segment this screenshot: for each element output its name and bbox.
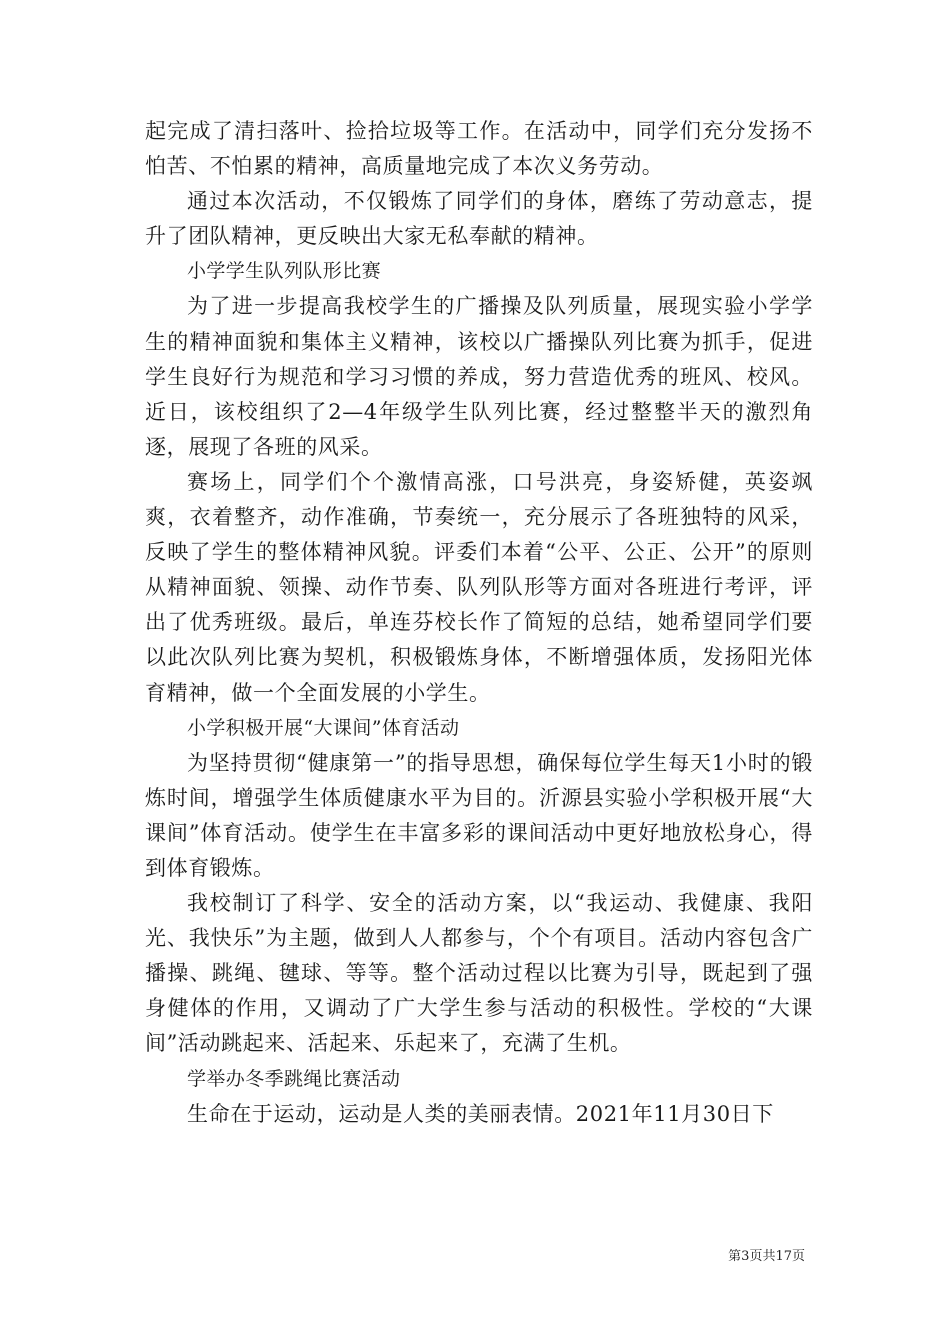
paragraph: 我校制订了科学、安全的活动方案，以“我运动、我健康、我阳光、我快乐”为主题，做到人人都参与，个个有项目。活动内容包含广播操、跳绳、毽球、等等。整个活动过程以比赛为引导，既起到了强身健体的作用，又调动了广大学生参与活动的积极性。学校的“大课间”活动跳起来、活起来、乐起来了，充满了生机。 xyxy=(145,891,813,1056)
paragraph: 为坚持贯彻“健康第一”的指导思想，确保每位学生每天1小时的锻炼时间，增强学生体质健康水平为目的。沂源县实验小学积极开展“大课间”体育活动。使学生在丰富多彩的课间活动中更好地放松身心，得到体育锻炼。 xyxy=(145,750,813,880)
paragraph: 通过本次活动，不仅锻炼了同学们的身体，磨练了劳动意志，提升了团队精神，更反映出大家无私奉献的精神。 xyxy=(145,189,813,249)
document-body xyxy=(145,114,813,1132)
paragraph: 赛场上，同学们个个激情高涨，口号洪亮，身姿矫健，英姿飒爽，衣着整齐，动作准确，节奏统一，充分展示了各班独特的风采，反映了学生的整体精神风貌。评委们本着“公平、公正、公开”的原则从精神面貌、领操、动作节奏、队列队形等方面对各班进行考评，评出了优秀班级。最后，单连芬校长作了简短的总结，她希望同学们要以此次队列比赛为契机，积极锻炼身体，不断增强体质，发扬阳光体育精神，做一个全面发展的小学生。 xyxy=(145,469,813,705)
paragraph: 起完成了清扫落叶、捡拾垃圾等工作。在活动中，同学们充分发扬不怕苦、不怕累的精神，高质量地完成了本次义务劳动。 xyxy=(145,119,813,179)
paragraph: 生命在于运动，运动是人类的美丽表情。2021年11月30日下 xyxy=(187,1101,774,1126)
section-heading: 学举办冬季跳绳比赛活动 xyxy=(187,1067,401,1090)
section-heading: 小学学生队列队形比赛 xyxy=(187,260,382,283)
paragraph: 为了进一步提高我校学生的广播操及队列质量，展现实验小学学生的精神面貌和集体主义精神，该校以广播操队列比赛为抓手，促进学生良好行为规范和学习习惯的养成，努力营造优秀的班风、校风。近日，该校组织了2—4年级学生队列比赛，经过整整半天的激烈角逐，展现了各班的风采。 xyxy=(145,294,813,459)
page-number: 第3页共17页 xyxy=(728,1249,805,1264)
section-heading: 小学积极开展“大课间”体育活动 xyxy=(187,716,460,739)
